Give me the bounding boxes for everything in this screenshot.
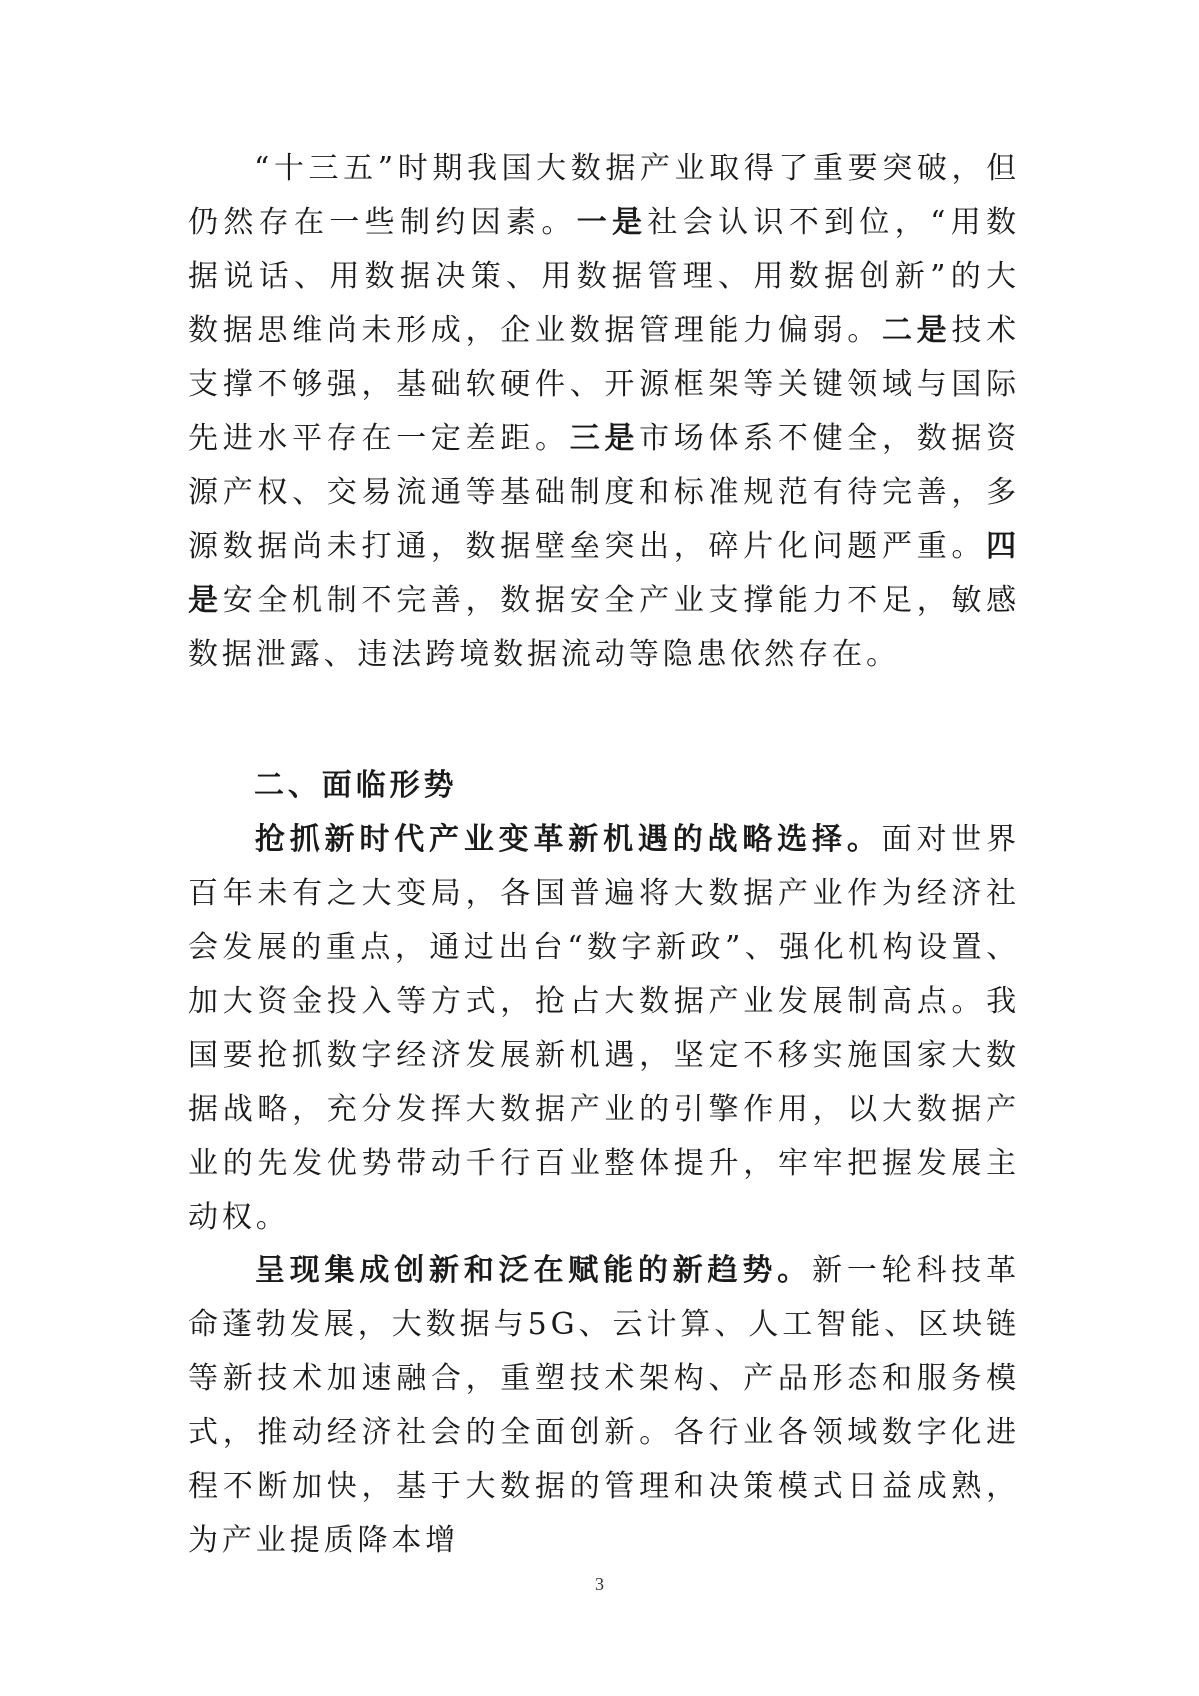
paragraph-text: 安全机制不完善，数据安全产业支撑能力不足，敏感数据泄露、违法跨境数据流动等隐患依然存在。	[188, 583, 1020, 672]
bold-marker: 四是	[188, 529, 1020, 618]
paragraph-text: 面对世界百年未有之大变局，各国普遍将大数据产业作为经济社会发展的重点，通过出台“数字新政”、强化机构设置、加大资金投入等方式，抢占大数据产业发展制高点。我国要抢抓数字经济发展新机遇，坚定不移实施国家大数据战略，充分发挥大数据产业的引擎作用，以大数据产业的先发优势带动千行百业整体提升，牢牢把握发展主动权。	[188, 822, 1020, 1235]
paragraph-constraints	[188, 142, 1020, 682]
bold-marker: 一是	[576, 205, 648, 240]
bold-marker: 二是	[881, 313, 952, 348]
paragraph-text: 技术支撑不够强，基础软硬件、开源框架等关键领域与国际先进水平存在一定差距。	[188, 313, 1020, 456]
paragraph-text: 社会认识不到位，“用数据说话、用数据决策、用数据管理、用数据创新”的大数据思维尚未形成，企业数据管理能力偏弱。	[188, 205, 1020, 348]
page-number: 3	[595, 1574, 604, 1594]
section-heading: 二、面临形势	[254, 768, 458, 803]
bold-marker: 三是	[569, 421, 640, 456]
paragraph-lead: 抢抓新时代产业变革新机遇的战略选择。	[254, 822, 882, 857]
paragraph-text: 市场体系不健全，数据资源产权、交易流通等基础制度和标准规范有待完善，多源数据尚未打通，数据壁垒突出，碎片化问题严重。	[188, 421, 1020, 564]
paragraph-strategic-choice	[188, 813, 1020, 1245]
paragraph-text: “十三五”时期我国大数据产业取得了重要突破，但仍然存在一些制约因素。	[188, 151, 1020, 240]
paragraph-new-trend	[188, 1244, 1020, 1568]
paragraph-text: 新一轮科技革命蓬勃发展，大数据与5G、云计算、人工智能、区块链等新技术加速融合，重塑技术架构、产品形态和服务模式，推动经济社会的全面创新。各行业各领域数字化进程不断加快，基于大数据的管理和决策模式日益成熟，为产业提质降本增	[188, 1253, 1020, 1558]
paragraph-lead: 呈现集成创新和泛在赋能的新趋势。	[254, 1253, 812, 1288]
